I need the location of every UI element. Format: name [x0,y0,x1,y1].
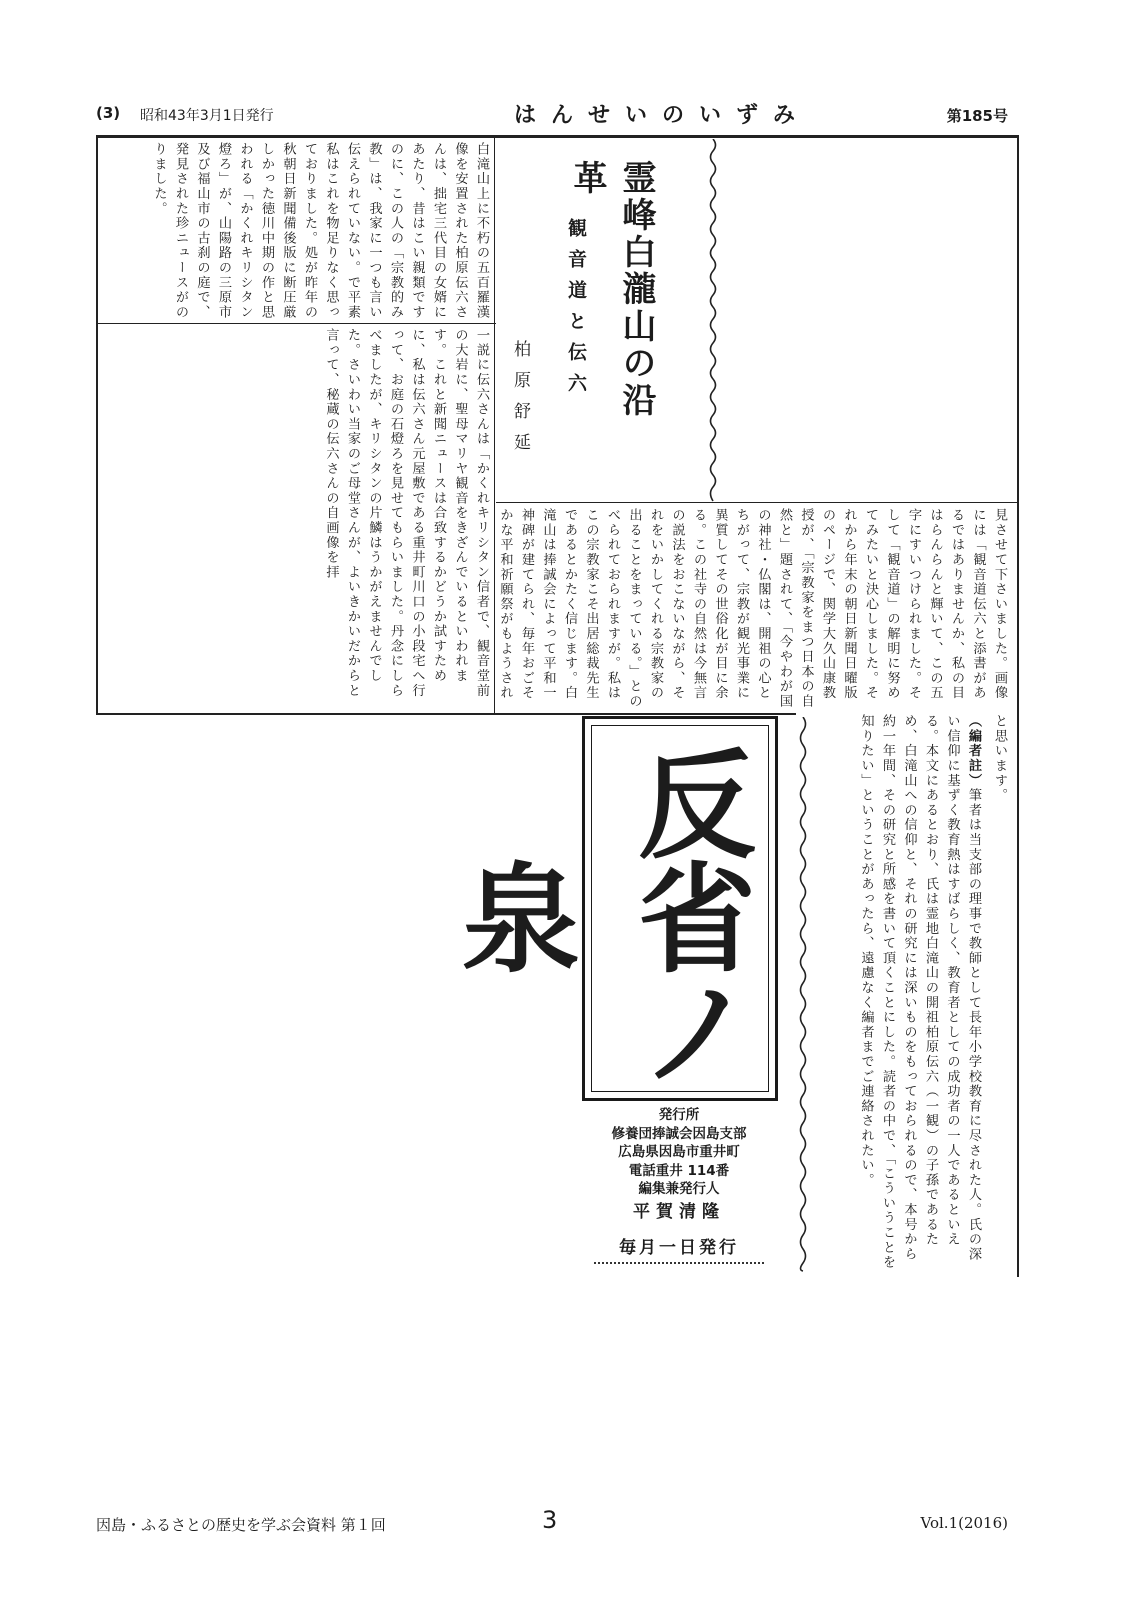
editor-note-label: （編者註） [966,714,981,788]
column-right-top: と思います。 [992,714,1007,803]
editor-note-text: 筆者は当支部の理事で教師として長年小学校教育に尽された人。氏の深い信仰に基ずく教育熱はすばらしく、教育者としての成功者の一人であるといえる。本文にあるとおり、氏は霊地白滝山の開祖柏原伝六（一観）の子孫であるため、白滝山への信仰と、それの研究には深いものをもっておられるので、本号から約一年間、その研究と所感を書いて頂くことにした。読者の中で、「こういうことを知りたい」ということがあったら、遠慮なく編者までご連絡されたい。 [858,714,981,1270]
title-divider [496,502,1017,503]
logo-left-rule [494,135,495,713]
publisher-address: 広島県因島市重井町 [618,1144,740,1160]
publisher-label: 発行所 [658,1107,700,1123]
page-footer [96,1506,1016,1536]
upper-column-divider [96,323,496,324]
newspaper-header [96,98,1016,132]
left-border-rule [96,135,98,715]
newsletter-logo [442,716,778,1101]
logo-text: 反省ノ泉 [442,742,757,1085]
publisher-org: 修養団捧誠会因島支部 [611,1125,747,1142]
footer-source: 因島・ふるさとの歴史を学ぶ会資料 第１回 [96,1516,386,1534]
publisher-editor-label: 編集兼発行人 [638,1181,720,1197]
page-number: 3 [542,1506,558,1534]
article-subtitle: 観音道と伝六 [565,218,587,404]
article-bottom-rule [96,713,796,715]
publish-frequency: 毎月一日発行 [594,1233,764,1264]
wavy-separator [706,139,720,503]
issue-number: 第185号 [946,107,1008,125]
top-border-rule [96,135,1019,138]
column-lower-left: 一説に伝六さんは「かくれキリシタン信者で、観音堂前の大岩に、聖母マリヤ観音をきざんでいるといわれます。これと新聞ニュースは合致するかどうか試すために、私は伝六さん元屋敷である重井町川口の小段宅へ行って、お庭の石燈ろを見せてもらいました。丹念にしらべましたが、キリシタンの片鱗はうかがえませんでした。さいわい当家のご母堂さんが、よいきかいだからと言って、秘蔵の伝六さんの自画像を拝 [323,328,489,698]
article-title: 霊峰白瀧山の沿革 [567,160,656,419]
article-author: 柏原舒延 [510,340,530,464]
editor-note [810,714,984,1274]
publisher-info [560,1106,798,1264]
publish-date: 昭和43年3月1日発行 [140,108,274,124]
masthead: はんせいのいずみ [514,103,811,128]
publisher-phone: 電話重井 114番 [628,1162,730,1179]
publisher-editor: 平賀清隆 [633,1201,725,1222]
column-upper-left: 白滝山上に不朽の五百羅漢像を安置された柏原伝六さんは、拙宅三代目の女婿にあたり、昔はこい親類ですのに、この人の「宗教的み教」は、我家に一つも言い伝えられていない。で平素私はこれを物足りなく思っておりました。処が昨年の秋朝日新聞備後版に断圧厳しかった徳川中期の作と思われる「かくれキリシタン燈ろ」が、山陽路の三原市及び福山市の古刹の庭で、発見された珍ニュースがのりました。 [151,142,489,320]
footer-volume: Vol.1(2016) [920,1514,1008,1532]
column-lower-middle: 見させて下さいました。画像には「観音道伝六と添書があるではありませんか、私の目はらんらんと輝いて、この五字にすいつけられました。そして「観音道」の解明に努めてみたいと決心しました。それから年末の朝日新聞日曜版のページで、関学大久山康教授が、「宗教家をまつ日本の自然と」題されて、「今やわが国の神社・仏閣は、開祖の心とちがって、宗教が観光事業に異質してその世俗化が目に余る。この社寺の自然は今無言の説法をおこないながら、それをいかしてくれる宗教家の出ることをまっている。」とのべられておられますが。私はこの宗教家こそ出居総裁先生であるとかたく信じます。白滝山は捧誠会によって平和一神碑が建てられ、毎年おごそかな平和祈願祭がもようされ [497,508,1007,709]
wavy-separator-note [796,717,810,1273]
right-border-rule [1017,135,1019,1277]
issue-page-marker: (3) [96,104,121,122]
